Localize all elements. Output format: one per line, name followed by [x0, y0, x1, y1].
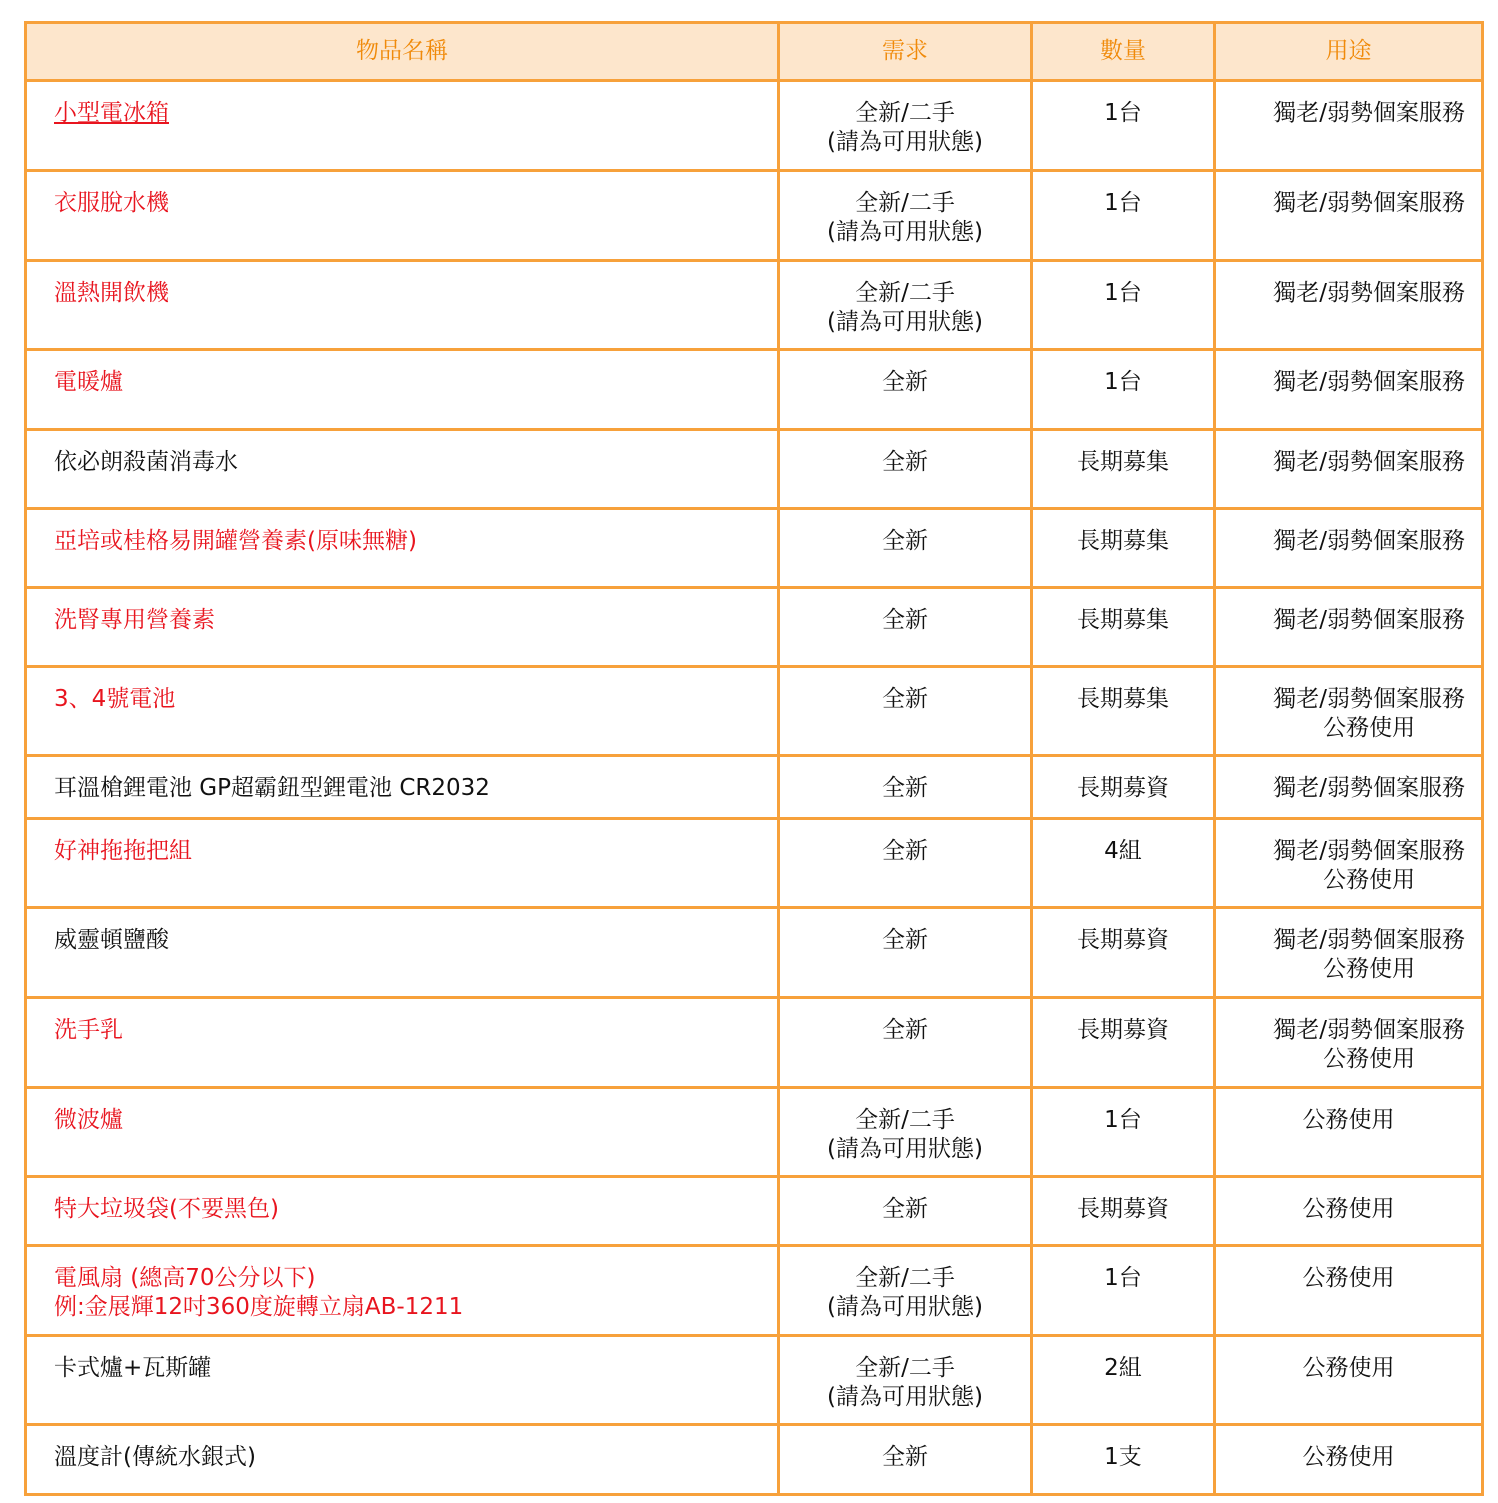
- quantity-cell: 長期募集: [1032, 430, 1215, 509]
- requirement-cell: 全新/二手 (請為可用狀態): [779, 261, 1032, 350]
- purpose-cell: 獨老/弱勢個案服務: [1215, 430, 1483, 509]
- table-row: [26, 81, 1483, 171]
- quantity-cell: 2組: [1032, 1336, 1215, 1425]
- quantity-cell: 長期募集: [1032, 667, 1215, 756]
- quantity-cell: 1台: [1032, 1246, 1215, 1336]
- table-row: [26, 1088, 1483, 1177]
- requirement-cell: 全新: [779, 1425, 1032, 1495]
- quantity-cell: 1支: [1032, 1425, 1215, 1495]
- donation-items-table: [24, 21, 1484, 1496]
- quantity-cell: 長期募資: [1032, 908, 1215, 998]
- purpose-cell: 獨老/弱勢個案服務: [1215, 81, 1483, 171]
- item-name-cell: 卡式爐+瓦斯罐: [26, 1336, 779, 1425]
- table-row: [26, 1177, 1483, 1246]
- requirement-cell: 全新/二手 (請為可用狀態): [779, 1088, 1032, 1177]
- header-item-name: 物品名稱: [26, 23, 779, 81]
- table-row: [26, 261, 1483, 350]
- item-name-cell: 耳溫槍鋰電池 GP超霸鈕型鋰電池 CR2032: [26, 756, 779, 819]
- header-purpose: 用途: [1215, 23, 1483, 81]
- table-row: [26, 1246, 1483, 1336]
- requirement-cell: 全新: [779, 1177, 1032, 1246]
- table-row: [26, 998, 1483, 1088]
- purpose-cell: 獨老/弱勢個案服務: [1215, 350, 1483, 430]
- quantity-cell: 長期募資: [1032, 1177, 1215, 1246]
- item-name-cell: 小型電冰箱: [26, 81, 779, 171]
- requirement-cell: 全新/二手 (請為可用狀態): [779, 1246, 1032, 1336]
- table-row: [26, 430, 1483, 509]
- quantity-cell: 4組: [1032, 819, 1215, 908]
- purpose-cell: 獨老/弱勢個案服務: [1215, 509, 1483, 588]
- quantity-cell: 1台: [1032, 350, 1215, 430]
- purpose-cell: 公務使用: [1215, 1425, 1483, 1495]
- table-row: [26, 1425, 1483, 1495]
- header-requirement: 需求: [779, 23, 1032, 81]
- requirement-cell: 全新/二手 (請為可用狀態): [779, 171, 1032, 261]
- quantity-cell: 長期募資: [1032, 756, 1215, 819]
- item-name-cell: 微波爐: [26, 1088, 779, 1177]
- item-name-cell: 依必朗殺菌消毒水: [26, 430, 779, 509]
- purpose-cell: 獨老/弱勢個案服務: [1215, 756, 1483, 819]
- table-row: [26, 756, 1483, 819]
- table-row: [26, 819, 1483, 908]
- item-name-cell: 威靈頓鹽酸: [26, 908, 779, 998]
- quantity-cell: 1台: [1032, 81, 1215, 171]
- table-row: [26, 908, 1483, 998]
- purpose-cell: 公務使用: [1215, 1177, 1483, 1246]
- item-name-cell: 洗手乳: [26, 998, 779, 1088]
- purpose-cell: 獨老/弱勢個案服務 公務使用: [1215, 667, 1483, 756]
- item-name-cell: 好神拖拖把組: [26, 819, 779, 908]
- item-name-cell: 溫熱開飲機: [26, 261, 779, 350]
- item-name-cell: 溫度計(傳統水銀式): [26, 1425, 779, 1495]
- item-name-cell: 衣服脫水機: [26, 171, 779, 261]
- item-name-cell: 3、4號電池: [26, 667, 779, 756]
- requirement-cell: 全新: [779, 350, 1032, 430]
- purpose-cell: 獨老/弱勢個案服務: [1215, 171, 1483, 261]
- purpose-cell: 獨老/弱勢個案服務: [1215, 261, 1483, 350]
- requirement-cell: 全新: [779, 756, 1032, 819]
- quantity-cell: 1台: [1032, 1088, 1215, 1177]
- requirement-cell: 全新/二手 (請為可用狀態): [779, 81, 1032, 171]
- purpose-cell: 公務使用: [1215, 1088, 1483, 1177]
- table-row: [26, 1336, 1483, 1425]
- purpose-cell: 獨老/弱勢個案服務 公務使用: [1215, 908, 1483, 998]
- quantity-cell: 長期募集: [1032, 509, 1215, 588]
- requirement-cell: 全新: [779, 819, 1032, 908]
- purpose-cell: 公務使用: [1215, 1336, 1483, 1425]
- requirement-cell: 全新: [779, 667, 1032, 756]
- purpose-cell: 獨老/弱勢個案服務 公務使用: [1215, 998, 1483, 1088]
- table-row: [26, 509, 1483, 588]
- requirement-cell: 全新: [779, 430, 1032, 509]
- item-name-cell: 亞培或桂格易開罐營養素(原味無糖): [26, 509, 779, 588]
- header-quantity: 數量: [1032, 23, 1215, 81]
- quantity-cell: 長期募集: [1032, 588, 1215, 667]
- requirement-cell: 全新/二手 (請為可用狀態): [779, 1336, 1032, 1425]
- quantity-cell: 長期募資: [1032, 998, 1215, 1088]
- item-name-cell: 洗腎專用營養素: [26, 588, 779, 667]
- item-name-cell: 電風扇 (總高70公分以下) 例:金展輝12吋360度旋轉立扇AB-1211: [26, 1246, 779, 1336]
- table-row: [26, 667, 1483, 756]
- quantity-cell: 1台: [1032, 261, 1215, 350]
- quantity-cell: 1台: [1032, 171, 1215, 261]
- table-row: [26, 171, 1483, 261]
- requirement-cell: 全新: [779, 588, 1032, 667]
- item-name-cell: 特大垃圾袋(不要黑色): [26, 1177, 779, 1246]
- requirement-cell: 全新: [779, 998, 1032, 1088]
- table-row: [26, 588, 1483, 667]
- purpose-cell: 獨老/弱勢個案服務: [1215, 588, 1483, 667]
- purpose-cell: 公務使用: [1215, 1246, 1483, 1336]
- purpose-cell: 獨老/弱勢個案服務 公務使用: [1215, 819, 1483, 908]
- requirement-cell: 全新: [779, 509, 1032, 588]
- item-name-cell: 電暖爐: [26, 350, 779, 430]
- requirement-cell: 全新: [779, 908, 1032, 998]
- table-header-row: [26, 23, 1483, 81]
- table-row: [26, 350, 1483, 430]
